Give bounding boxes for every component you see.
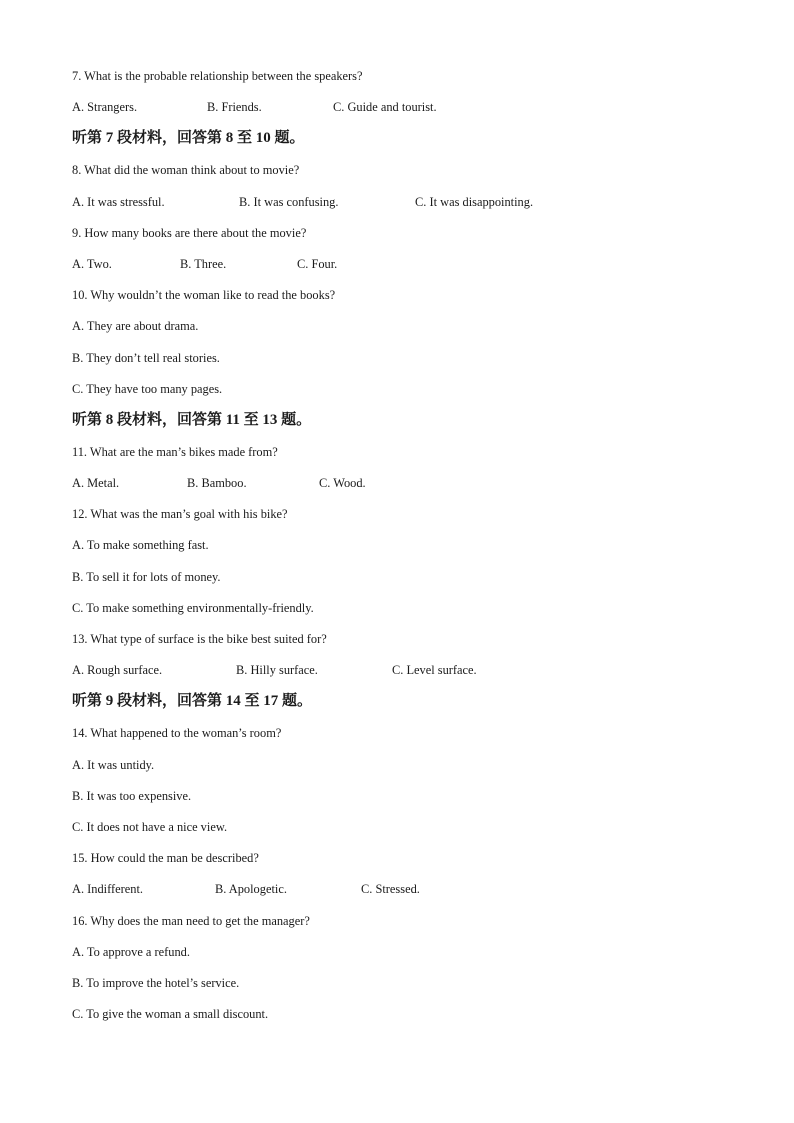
option-b: B. Three.	[180, 256, 227, 271]
section-heading-8: 听第 8 段材料，回答第 11 至 13 题。	[72, 411, 312, 428]
question-9: 9. How many books are there about the movie?	[72, 225, 307, 240]
question-11-options	[72, 473, 752, 504]
question-16: 16. Why does the man need to get the manager?	[72, 913, 310, 928]
question-15: 15. How could the man be described?	[72, 851, 259, 866]
option-c: C. Guide and tourist.	[333, 100, 437, 115]
option-b: B. To sell it for lots of money.	[72, 569, 221, 584]
question-8: 8. What did the woman think about to movie?	[72, 163, 300, 178]
question-12: 12. What was the man’s goal with his bike?	[72, 507, 288, 522]
question-7: 7. What is the probable relationship between the speakers?	[72, 69, 363, 83]
option-c: C. They have too many pages.	[72, 381, 223, 396]
option-c: C. It was disappointing.	[415, 194, 534, 209]
worksheet-page	[72, 66, 752, 1035]
section-heading-9: 听第 9 段材料，回答第 14 至 17 题。	[72, 693, 313, 710]
question-15-options	[72, 879, 752, 910]
question-8-options	[72, 192, 752, 223]
option-c: C. Stressed.	[361, 882, 420, 897]
option-a: A. It was untidy.	[72, 757, 155, 772]
option-a: A. Metal.	[72, 476, 120, 491]
option-b: B. Bamboo.	[187, 476, 247, 491]
option-a: A. Indifferent.	[72, 882, 143, 897]
question-7-options	[72, 97, 752, 128]
option-b: B. Apologetic.	[215, 882, 287, 897]
option-b: B. They don’t tell real stories.	[72, 350, 220, 365]
option-c: C. To give the woman a small discount.	[72, 1007, 269, 1022]
option-a: A. It was stressful.	[72, 194, 165, 209]
option-c: C. It does not have a nice view.	[72, 819, 228, 834]
option-b: B. To improve the hotel’s service.	[72, 975, 240, 990]
question-10: 10. Why wouldn’t the woman like to read the books?	[72, 288, 336, 303]
option-b: B. Hilly surface.	[236, 663, 318, 678]
question-14: 14. What happened to the woman’s room?	[72, 726, 282, 741]
option-c: C. Wood.	[319, 476, 366, 491]
option-a: A. They are about drama.	[72, 319, 199, 334]
question-11: 11. What are the man’s bikes made from?	[72, 444, 278, 459]
question-9-options	[72, 254, 752, 285]
option-b: B. It was confusing.	[239, 194, 339, 209]
section-heading-7: 听第 7 段材料，回答第 8 至 10 题。	[72, 130, 305, 147]
option-a: A. Two.	[72, 256, 112, 271]
option-a: A. Strangers.	[72, 100, 138, 115]
option-c: C. Four.	[297, 256, 338, 271]
option-a: A. To approve a refund.	[72, 944, 190, 959]
option-a: A. Rough surface.	[72, 663, 163, 678]
option-c: C. Level surface.	[392, 663, 477, 678]
option-b: B. It was too expensive.	[72, 788, 192, 803]
question-13-options	[72, 660, 752, 691]
question-13: 13. What type of surface is the bike best suited for?	[72, 632, 327, 646]
option-c: C. To make something environmentally-friendly.	[72, 600, 314, 615]
option-a: A. To make something fast.	[72, 538, 209, 553]
option-b: B. Friends.	[207, 100, 262, 115]
